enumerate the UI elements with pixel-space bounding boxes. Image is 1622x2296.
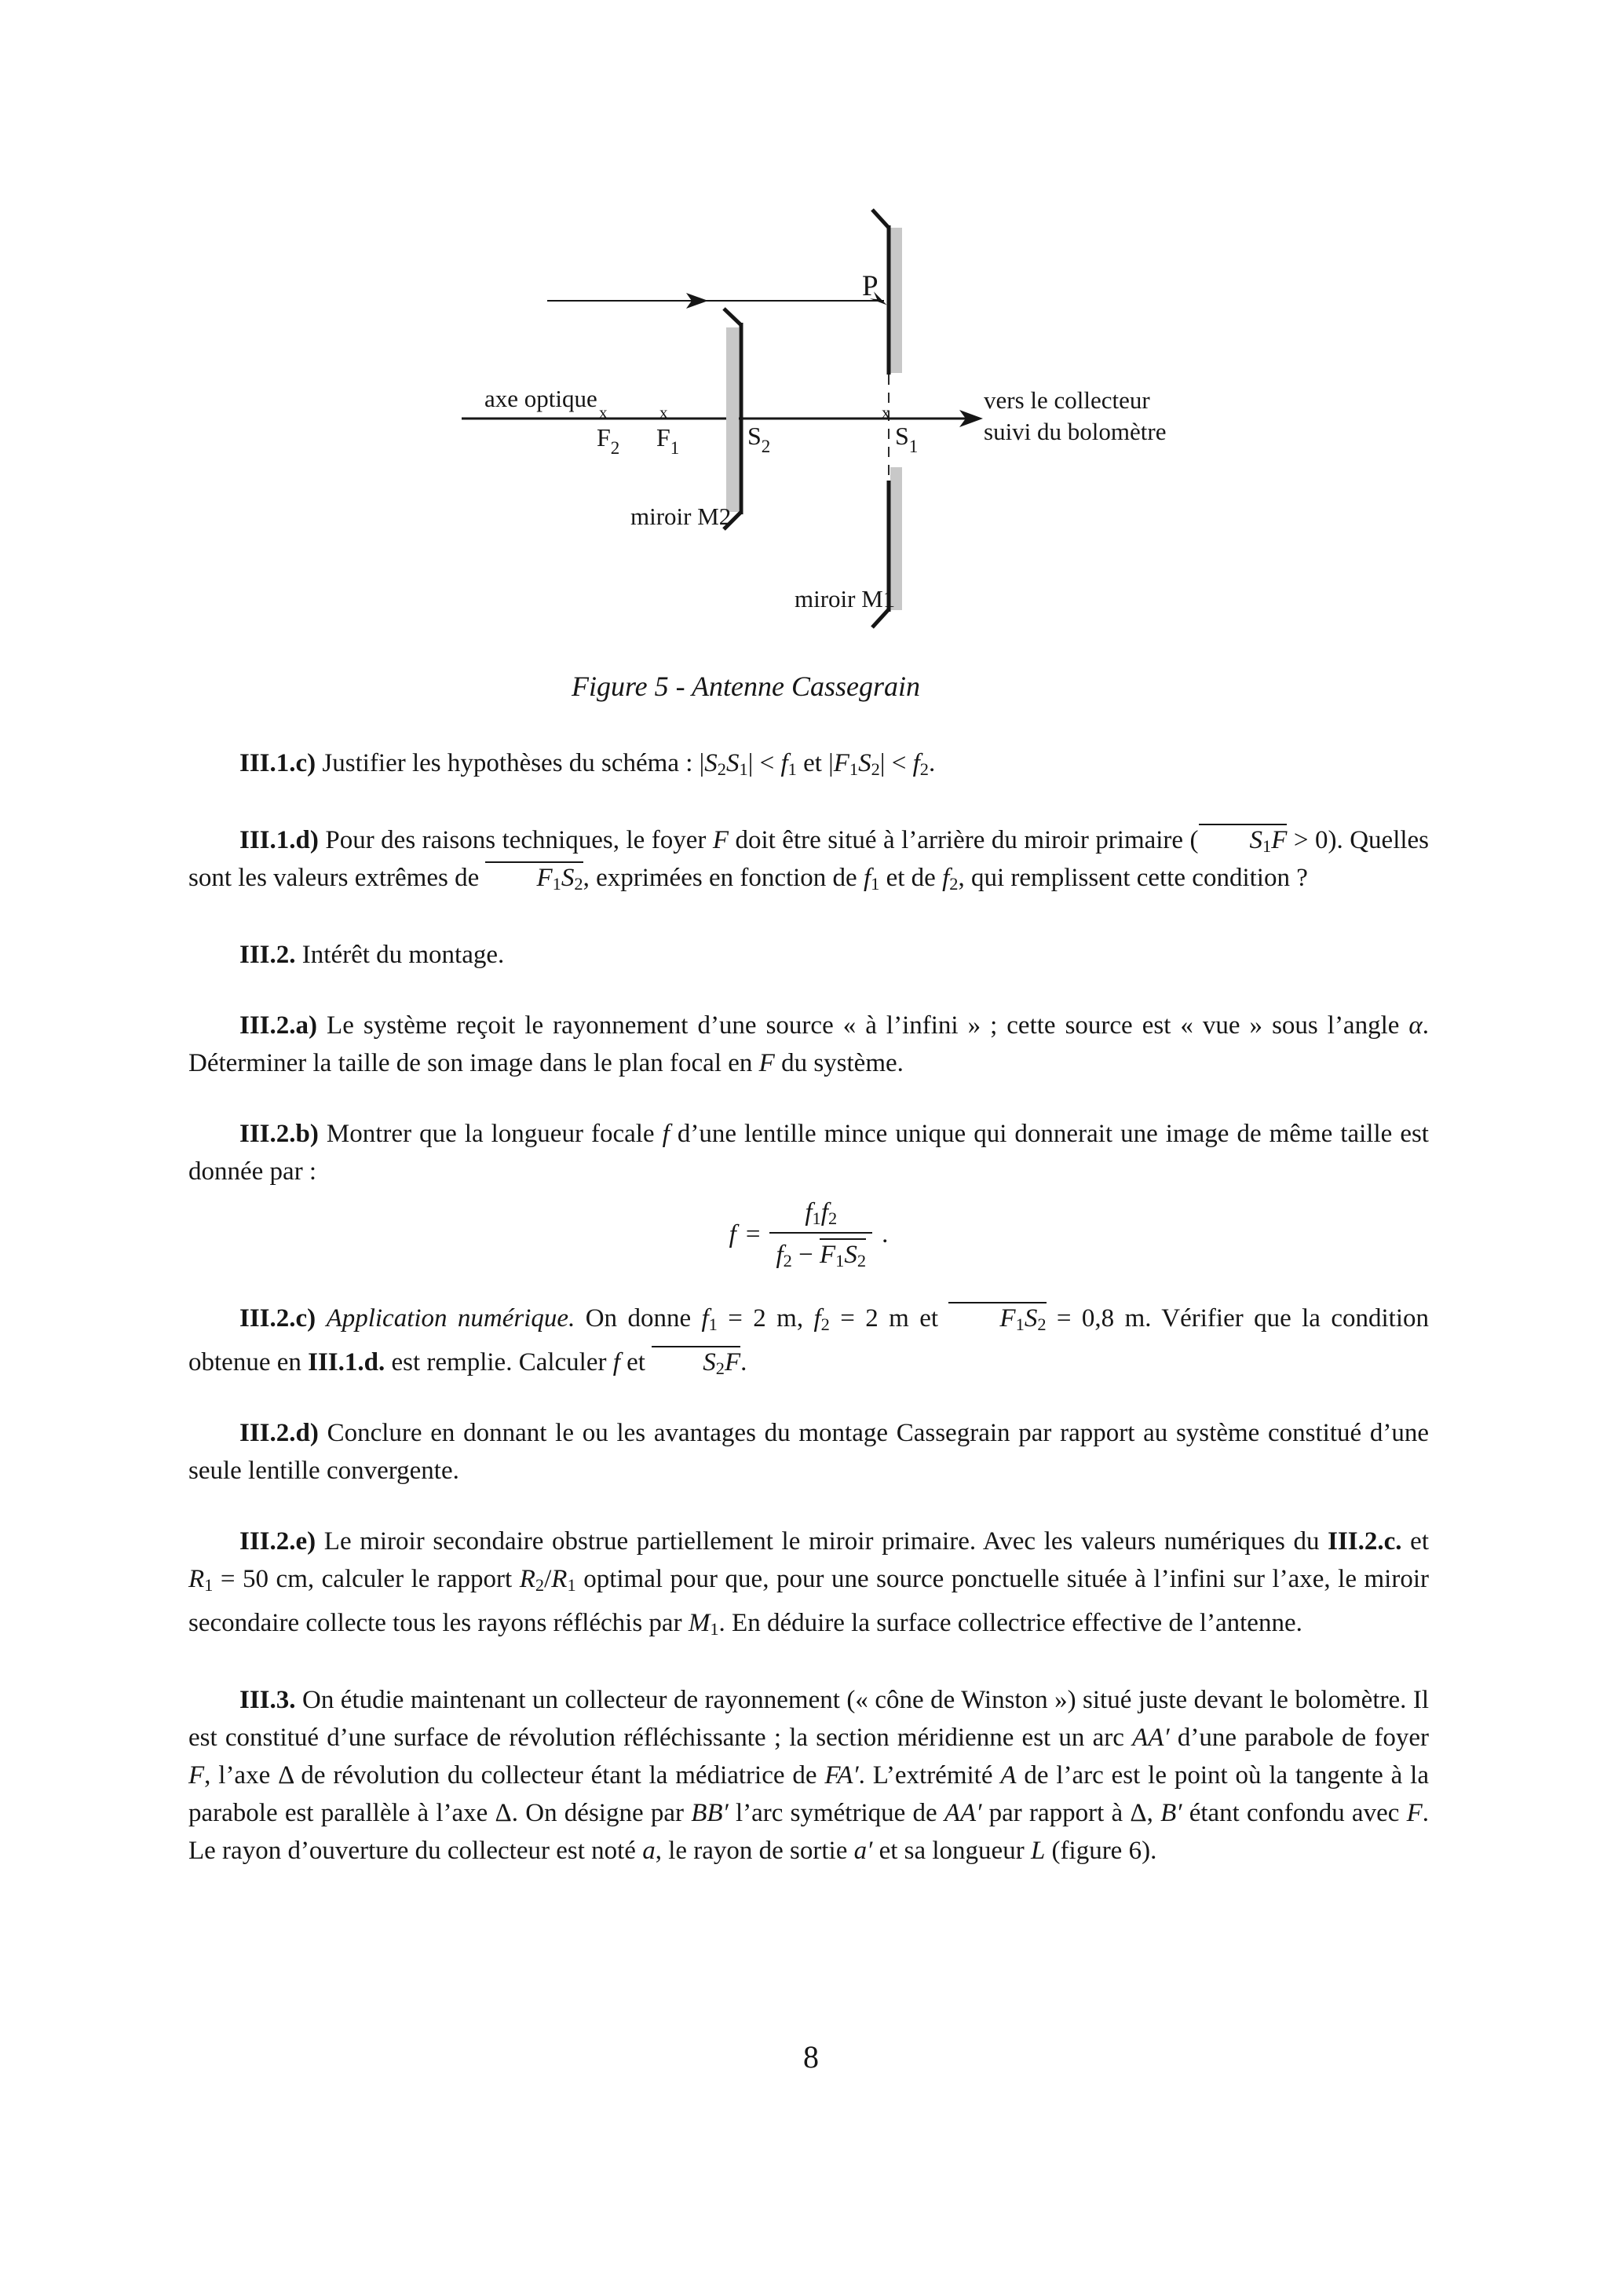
s1-x-mark: x (882, 403, 890, 422)
page-number: 8 (803, 2039, 819, 2075)
paragraph-iii-3: III.3. On étudie maintenant un collecteur de rayonnement (« cône de Winston ») situé juste devant le bolomètre. Il est constitué d’une surface de révolution réfléchissante ; la section méridienne est un arc AA′ d’une parabole de foyer F, l’axe Δ de révolution du collecteur étant la médiatrice de FA′. L’extrémité A de l’arc est le point où la tangente à la parabole est parallèle à l’axe Δ. On désigne par BB′ l’arc symétrique de AA′ par rapport à Δ, B′ étant confondu avec F. Le rayon d’ouverture du collecteur est noté a, le rayon de sortie a′ et sa longueur L (figure 6). (188, 1685, 1430, 1865)
paragraph-iii-2-d: III.2.d) Conclure en donnant le ou les avantages du montage Cassegrain par rapport au système constitué d’une seule lentille convergente. (188, 1418, 1429, 1485)
paragraph-iii-2-e: III.2.e) Le miroir secondaire obstrue partiellement le miroir primaire. Avec les valeurs numériques du III.2.c. et R1 = 50 cm, calculer le rapport R2/R1 optimal pour que, pour une source ponctuelle située à l’infini sur l’axe, le miroir secondaire collecte tous les rayons réfléchis par M1. En déduire la surface collectrice effective de l’antenne. (188, 1526, 1429, 1639)
axis-label: axe optique (484, 385, 597, 412)
m2-tick-top (724, 309, 741, 325)
m1-glass-top (890, 228, 902, 373)
f1-x-mark: x (659, 403, 668, 422)
label-mirror-m1: miroir M1 (795, 585, 896, 612)
paragraph-iii-2-b: III.2.b) Montrer que la longueur focale f d’une lentille mince unique qui donnerait une image de même taille est donnée par : (188, 1119, 1429, 1186)
figure-caption: Figure 5 - Antenne Cassegrain (572, 671, 920, 702)
paragraph-iii-1-c: III.1.c) Justifier les hypothèses du schéma : |S2S1| < f1 et |F1S2| < f2. (239, 749, 936, 779)
label-collector-line1: vers le collecteur (984, 386, 1150, 414)
f2-x-mark: x (599, 403, 608, 422)
label-F2: $F_2$ (597, 423, 620, 458)
equation-denominator: f2 − F1S2 (769, 1232, 872, 1271)
body-text (188, 744, 1429, 1903)
label-collector-line2: suivi du bolomètre (984, 418, 1167, 445)
mirror-m2-glass (726, 327, 739, 512)
paragraph-iii-2-a: III.2.a) Le système reçoit le rayonnement d’une source « à l’infini » ; cette source est « vue » sous l’angle α. Déterminer la taille de son image dans le plan focal en F du système. (188, 1011, 1429, 1077)
label-P: P (862, 270, 879, 302)
focal-length-equation (188, 1198, 1429, 1271)
label-S1: $S_1$ (895, 422, 919, 456)
equation-numerator: f1f2 (805, 1197, 838, 1228)
equation-equals: = (745, 1220, 761, 1249)
equation-lhs: f (729, 1220, 736, 1249)
cassegrain-figure (0, 0, 1622, 715)
paragraph-iii-2: III.2. Intérêt du montage. (239, 940, 505, 969)
paragraph-iii-2-c: III.2.c) Application numérique. On donne f1 = 2 m, f2 = 2 m et F1S2 = 0,8 m. Vérifier que la condition obtenue en III.1.d. est remplie. Calculer f et S2F. (188, 1300, 1429, 1381)
equation-trailing-period: . (882, 1220, 889, 1249)
label-S2: $S_2$ (747, 422, 771, 456)
equation-fraction (769, 1198, 872, 1271)
label-mirror-m2: miroir M2 (630, 503, 732, 530)
label-F1: $F_1$ (656, 423, 680, 458)
paragraph-iii-1-d: III.1.d) Pour des raisons techniques, le foyer F doit être situé à l’arrière du miroir primaire ( S1F > 0). Quelles sont les valeurs extrêmes de F1S2, exprimées en fonction de f1 et de f2, qui remplissent cette condition ? (188, 821, 1429, 903)
m1-tick-top (872, 210, 889, 228)
